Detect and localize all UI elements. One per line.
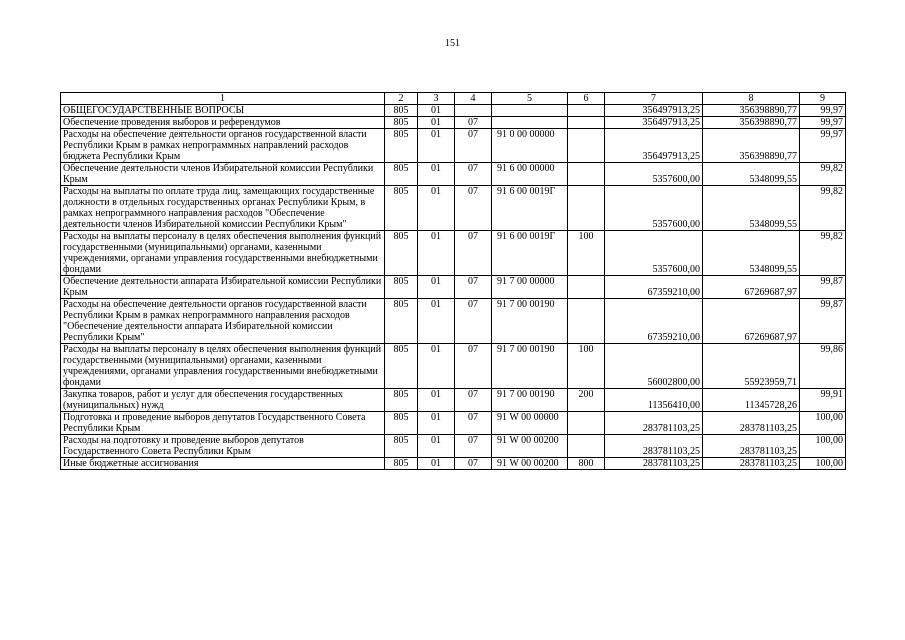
row-executed-amount: 356398890,77	[703, 117, 800, 129]
row-subsection-code: 07	[455, 435, 492, 458]
row-expense-type	[568, 276, 605, 299]
row-expense-type	[568, 129, 605, 163]
table-row	[61, 186, 846, 231]
row-section-code: 01	[418, 435, 455, 458]
row-execution-percent: 99,97	[800, 117, 846, 129]
table-row	[61, 389, 846, 412]
row-target-code: 91 6 00 00000	[492, 163, 568, 186]
table-row	[61, 412, 846, 435]
row-planned-amount: 11356410,00	[605, 389, 703, 412]
row-execution-percent: 99,97	[800, 129, 846, 163]
row-name: Расходы на выплаты персоналу в целях обеспечения выполнения функций государственными (муниципальными) органами, казенными учреждениями, органами управления государственными внебюджетными фондами	[61, 231, 385, 276]
row-subsection-code: 07	[455, 276, 492, 299]
row-executed-amount: 67269687,97	[703, 299, 800, 344]
budget-table	[60, 92, 846, 470]
row-execution-percent: 99,86	[800, 344, 846, 389]
row-planned-amount: 283781103,25	[605, 435, 703, 458]
row-execution-percent: 99,91	[800, 389, 846, 412]
row-execution-percent: 100,00	[800, 458, 846, 470]
column-header: 9	[800, 93, 846, 105]
row-ministry-code: 805	[385, 435, 418, 458]
row-section-code: 01	[418, 389, 455, 412]
row-planned-amount: 356497913,25	[605, 117, 703, 129]
row-executed-amount: 5348099,55	[703, 163, 800, 186]
row-target-code: 91 7 00 00190	[492, 344, 568, 389]
row-ministry-code: 805	[385, 412, 418, 435]
row-subsection-code: 07	[455, 299, 492, 344]
row-target-code	[492, 117, 568, 129]
row-ministry-code: 805	[385, 117, 418, 129]
row-expense-type	[568, 105, 605, 117]
row-name: Иные бюджетные ассигнования	[61, 458, 385, 470]
table-header-row	[61, 93, 846, 105]
column-header: 7	[605, 93, 703, 105]
row-section-code: 01	[418, 299, 455, 344]
row-execution-percent: 99,82	[800, 231, 846, 276]
row-expense-type: 800	[568, 458, 605, 470]
row-ministry-code: 805	[385, 344, 418, 389]
row-section-code: 01	[418, 344, 455, 389]
row-target-code: 91 7 00 00190	[492, 299, 568, 344]
column-header: 8	[703, 93, 800, 105]
column-header: 1	[61, 93, 385, 105]
row-ministry-code: 805	[385, 231, 418, 276]
row-planned-amount: 56002800,00	[605, 344, 703, 389]
row-executed-amount: 283781103,25	[703, 435, 800, 458]
row-execution-percent: 100,00	[800, 435, 846, 458]
row-target-code	[492, 105, 568, 117]
table-row	[61, 163, 846, 186]
row-ministry-code: 805	[385, 129, 418, 163]
row-ministry-code: 805	[385, 389, 418, 412]
row-name: Подготовка и проведение выборов депутатов Государственного Совета Республики Крым	[61, 412, 385, 435]
row-section-code: 01	[418, 186, 455, 231]
row-target-code: 91 7 00 00000	[492, 276, 568, 299]
table-row	[61, 231, 846, 276]
row-target-code: 91 W 00 00200	[492, 458, 568, 470]
row-name: ОБЩЕГОСУДАРСТВЕННЫЕ ВОПРОСЫ	[61, 105, 385, 117]
row-name: Расходы на выплаты по оплате труда лиц, замещающих государственные должности в отдельных государственных органах Республики Крым, в рамках непрограммного направления расходов "Обеспечение деятельности членов Избирательной комиссии Республики Крым"	[61, 186, 385, 231]
row-target-code: 91 W 00 00000	[492, 412, 568, 435]
column-header: 6	[568, 93, 605, 105]
row-execution-percent: 99,87	[800, 299, 846, 344]
row-name: Расходы на подготовку и проведение выборов депутатов Государственного Совета Республики Крым	[61, 435, 385, 458]
row-section-code: 01	[418, 231, 455, 276]
row-executed-amount: 283781103,25	[703, 458, 800, 470]
row-executed-amount: 5348099,55	[703, 231, 800, 276]
row-planned-amount: 67359210,00	[605, 276, 703, 299]
row-planned-amount: 356497913,25	[605, 129, 703, 163]
row-planned-amount: 283781103,25	[605, 412, 703, 435]
row-expense-type	[568, 435, 605, 458]
row-ministry-code: 805	[385, 186, 418, 231]
row-ministry-code: 805	[385, 276, 418, 299]
table-row	[61, 129, 846, 163]
row-target-code: 91 6 00 0019Г	[492, 231, 568, 276]
column-header: 3	[418, 93, 455, 105]
row-expense-type	[568, 186, 605, 231]
table-row	[61, 276, 846, 299]
table-row	[61, 435, 846, 458]
row-subsection-code: 07	[455, 412, 492, 435]
row-executed-amount: 356398890,77	[703, 129, 800, 163]
row-ministry-code: 805	[385, 299, 418, 344]
row-section-code: 01	[418, 117, 455, 129]
row-executed-amount: 55923959,71	[703, 344, 800, 389]
row-target-code: 91 0 00 00000	[492, 129, 568, 163]
row-name: Обеспечение деятельности членов Избирательной комиссии Республики Крым	[61, 163, 385, 186]
row-target-code: 91 7 00 00190	[492, 389, 568, 412]
row-execution-percent: 99,82	[800, 186, 846, 231]
row-executed-amount: 5348099,55	[703, 186, 800, 231]
row-subsection-code: 07	[455, 186, 492, 231]
row-executed-amount: 67269687,97	[703, 276, 800, 299]
row-subsection-code: 07	[455, 117, 492, 129]
row-planned-amount: 5357600,00	[605, 163, 703, 186]
row-expense-type: 200	[568, 389, 605, 412]
row-name: Расходы на обеспечение деятельности органов государственной власти Республики Крым в рамках непрограммных направлений расходов бюджета Республики Крым	[61, 129, 385, 163]
row-subsection-code: 07	[455, 389, 492, 412]
row-section-code: 01	[418, 276, 455, 299]
row-section-code: 01	[418, 412, 455, 435]
row-execution-percent: 99,87	[800, 276, 846, 299]
row-subsection-code	[455, 105, 492, 117]
row-subsection-code: 07	[455, 458, 492, 470]
row-executed-amount: 356398890,77	[703, 105, 800, 117]
table-row	[61, 344, 846, 389]
column-header: 4	[455, 93, 492, 105]
row-planned-amount: 356497913,25	[605, 105, 703, 117]
row-expense-type	[568, 163, 605, 186]
row-expense-type	[568, 117, 605, 129]
row-name: Расходы на выплаты персоналу в целях обеспечения выполнения функций государственными (муниципальными) органами, казенными учреждениями, органами управления государственными внебюджетными фондами	[61, 344, 385, 389]
row-expense-type	[568, 412, 605, 435]
row-target-code: 91 W 00 00200	[492, 435, 568, 458]
row-subsection-code: 07	[455, 344, 492, 389]
row-name: Обеспечение деятельности аппарата Избирательной комиссии Республики Крым	[61, 276, 385, 299]
row-expense-type: 100	[568, 231, 605, 276]
row-expense-type: 100	[568, 344, 605, 389]
row-section-code: 01	[418, 105, 455, 117]
row-execution-percent: 99,82	[800, 163, 846, 186]
row-subsection-code: 07	[455, 163, 492, 186]
row-subsection-code: 07	[455, 129, 492, 163]
column-header: 5	[492, 93, 568, 105]
page-number: 151	[445, 38, 460, 49]
row-planned-amount: 67359210,00	[605, 299, 703, 344]
table-row	[61, 458, 846, 470]
row-planned-amount: 283781103,25	[605, 458, 703, 470]
row-section-code: 01	[418, 458, 455, 470]
row-section-code: 01	[418, 163, 455, 186]
row-planned-amount: 5357600,00	[605, 231, 703, 276]
row-ministry-code: 805	[385, 163, 418, 186]
row-planned-amount: 5357600,00	[605, 186, 703, 231]
row-executed-amount: 283781103,25	[703, 412, 800, 435]
row-name: Обеспечение проведения выборов и референдумов	[61, 117, 385, 129]
table-row	[61, 299, 846, 344]
table-row	[61, 105, 846, 117]
row-subsection-code: 07	[455, 231, 492, 276]
row-target-code: 91 6 00 0019Г	[492, 186, 568, 231]
row-ministry-code: 805	[385, 105, 418, 117]
row-section-code: 01	[418, 129, 455, 163]
row-execution-percent: 99,97	[800, 105, 846, 117]
column-header: 2	[385, 93, 418, 105]
row-ministry-code: 805	[385, 458, 418, 470]
row-executed-amount: 11345728,26	[703, 389, 800, 412]
row-name: Расходы на обеспечение деятельности органов государственной власти Республики Крым в рамках непрограммного направления расходов "Обеспечение деятельности аппарата Избирательной комиссии Республики Крым"	[61, 299, 385, 344]
table-row	[61, 117, 846, 129]
row-expense-type	[568, 299, 605, 344]
row-name: Закупка товаров, работ и услуг для обеспечения государственных (муниципальных) нужд	[61, 389, 385, 412]
row-execution-percent: 100,00	[800, 412, 846, 435]
